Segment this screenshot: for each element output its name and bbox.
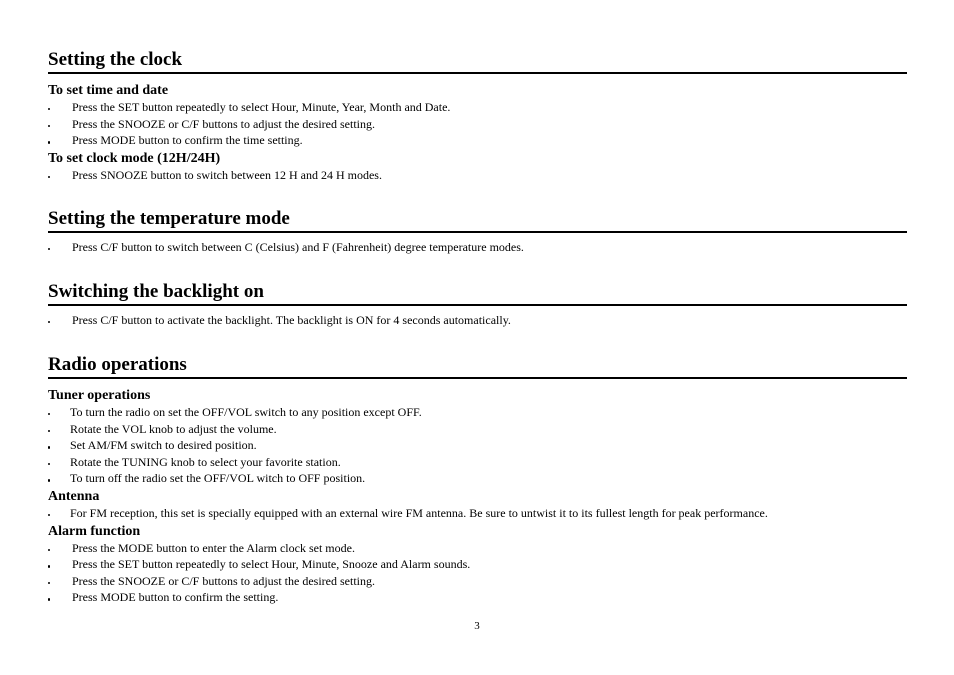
list-item: Press SNOOZE button to switch between 12 H and 24 H modes. xyxy=(48,167,907,184)
section-radio xyxy=(48,354,907,606)
list-temperature xyxy=(48,239,907,256)
subheading-clock-mode: To set clock mode (12H/24H) xyxy=(48,150,221,166)
heading-backlight: Switching the backlight on xyxy=(48,281,907,306)
list-tuner xyxy=(48,404,907,487)
list-item: Rotate the VOL knob to adjust the volume. xyxy=(48,421,907,438)
subheading-set-time: To set time and date xyxy=(48,83,169,98)
list-item: Press C/F button to activate the backlight. The backlight is ON for 4 seconds automatically. xyxy=(48,312,907,329)
subheading-tuner: Tuner operations xyxy=(48,388,151,403)
list-backlight xyxy=(48,312,907,329)
section-backlight xyxy=(48,281,907,329)
subheading-antenna: Antenna xyxy=(48,488,100,504)
list-item: Press C/F button to switch between C (Celsius) and F (Fahrenheit) degree temperature modes. xyxy=(48,239,907,256)
list-item: For FM reception, this set is specially equipped with an external wire FM antenna. Be sure to untwist it to its fullest length for peak performance. xyxy=(48,505,907,522)
list-item: To turn the radio on set the OFF/VOL switch to any position except OFF. xyxy=(48,404,907,421)
list-item: Press the SET button repeatedly to select Hour, Minute, Year, Month and Date. xyxy=(48,99,907,116)
list-clock-mode xyxy=(48,167,907,184)
list-item: Rotate the TUNING knob to select your favorite station. xyxy=(48,454,907,471)
list-alarm xyxy=(48,540,907,606)
list-set-time xyxy=(48,99,907,149)
list-item: Press the MODE button to enter the Alarm clock set mode. xyxy=(48,540,907,557)
heading-temperature-mode: Setting the temperature mode xyxy=(48,208,907,233)
list-antenna xyxy=(48,505,907,522)
page-number: 3 xyxy=(474,620,480,632)
list-item: Set AM/FM switch to desired position. xyxy=(48,437,907,454)
list-item: Press MODE button to confirm the setting. xyxy=(48,589,907,606)
list-item: To turn off the radio set the OFF/VOL witch to OFF position. xyxy=(48,470,907,487)
subheading-alarm: Alarm function xyxy=(48,523,141,539)
list-item: Press the SNOOZE or C/F buttons to adjust the desired setting. xyxy=(48,116,907,133)
section-temperature xyxy=(48,208,907,256)
list-item: Press MODE button to confirm the time setting. xyxy=(48,132,907,149)
list-item: Press the SNOOZE or C/F buttons to adjust the desired setting. xyxy=(48,573,907,590)
list-item: Press the SET button repeatedly to select Hour, Minute, Snooze and Alarm sounds. xyxy=(48,556,907,573)
heading-radio-operations: Radio operations xyxy=(48,354,907,379)
heading-setting-clock: Setting the clock xyxy=(48,49,907,74)
section-clock xyxy=(48,49,907,183)
